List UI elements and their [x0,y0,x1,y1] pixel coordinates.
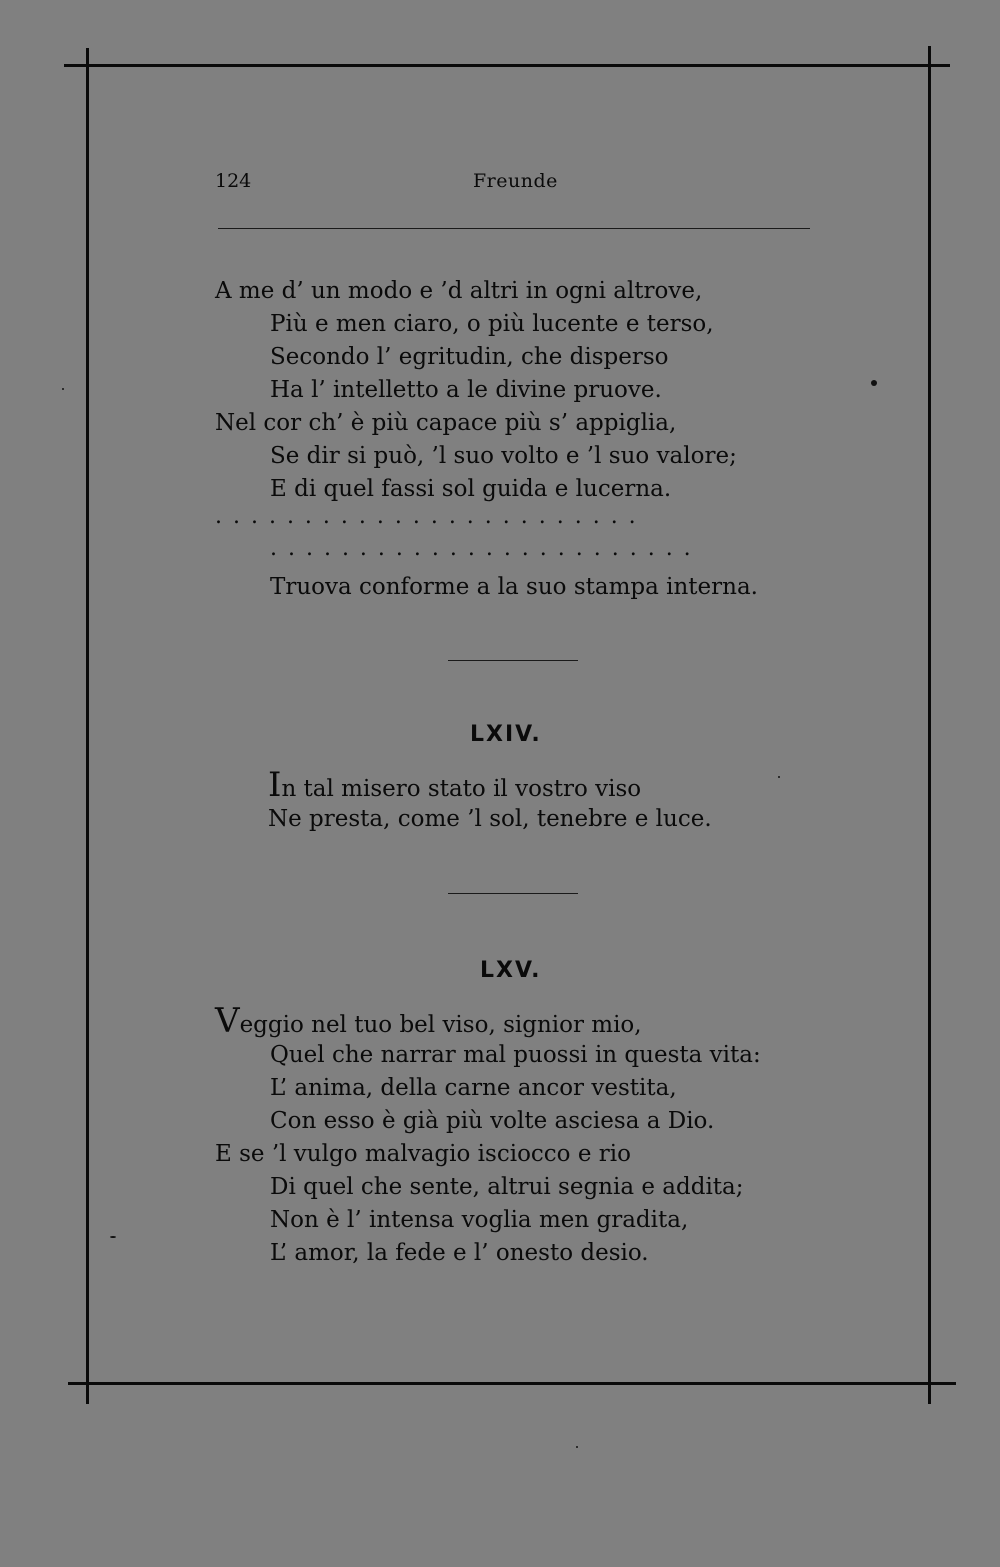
print-speck [778,776,780,778]
verse-line: Nel cor ch’ è più capace più s’ appiglia, [215,410,677,436]
verse-line [268,765,642,805]
frame-bottom-rule [68,1382,956,1385]
section-heading: LXV. [480,958,542,983]
verse-line: Ne presta, come ’l sol, tenebre e luce. [268,806,712,832]
poem-lxiv [268,765,788,848]
section-separator [448,893,578,894]
print-speck [110,1236,116,1238]
verse-line [215,1001,642,1041]
verse-line: Di quel che sente, altrui segnia e addita; [270,1174,744,1200]
print-speck [62,388,64,390]
verse-line: Con esso è già più volte asciesa a Dio. [270,1108,715,1134]
drop-initial: V [215,1001,240,1041]
page-header [215,170,810,198]
page-number: 124 [215,170,252,192]
drop-initial: I [268,765,282,805]
verse-text: n tal misero stato il vostro viso [281,776,642,802]
verse-line: E se ’l vulgo malvagio isciocco e rio [215,1141,631,1167]
header-rule [218,228,810,229]
verse-line: Ha l’ intelletto a le divine pruove. [270,377,662,403]
verse-line: L’ anima, della carne ancor vestita, [270,1075,677,1101]
frame-left-rule [86,48,89,1404]
verse-line: Non è l’ intensa voglia men gradita, [270,1207,689,1233]
verse-line: L’ amor, la fede e l’ onesto desio. [270,1240,649,1266]
verse-line: A me d’ un modo e ’d altri in ogni altrove, [215,278,703,304]
section-separator [448,660,578,661]
verse-line: E di quel fassi sol guida e lucerna. [270,476,672,502]
frame-right-rule [928,46,931,1404]
poem-fragment [215,278,815,608]
print-speck [576,1446,578,1448]
print-speck [871,380,877,386]
verse-line: Secondo l’ egritudin, che disperso [270,344,669,370]
verse-text: eggio nel tuo bel viso, signior mio, [239,1012,642,1038]
running-head: Freunde [473,170,558,192]
ellipsis-row: . . . . . . . . . . . . . . . . . . . . . . . . [215,504,638,529]
section-heading: LXIV. [470,722,542,747]
ellipsis-row: . . . . . . . . . . . . . . . . . . . . . . . . [270,536,693,561]
verse-line: Se dir si può, ’l suo volto e ’l suo valore; [270,443,737,469]
poem-lxv [215,1001,805,1284]
verse-line: Più e men ciaro, o più lucente e terso, [270,311,714,337]
frame-top-rule [64,64,950,67]
verse-line: Quel che narrar mal puossi in questa vita: [270,1042,761,1068]
verse-line: Truova conforme a la suo stampa interna. [270,574,758,600]
